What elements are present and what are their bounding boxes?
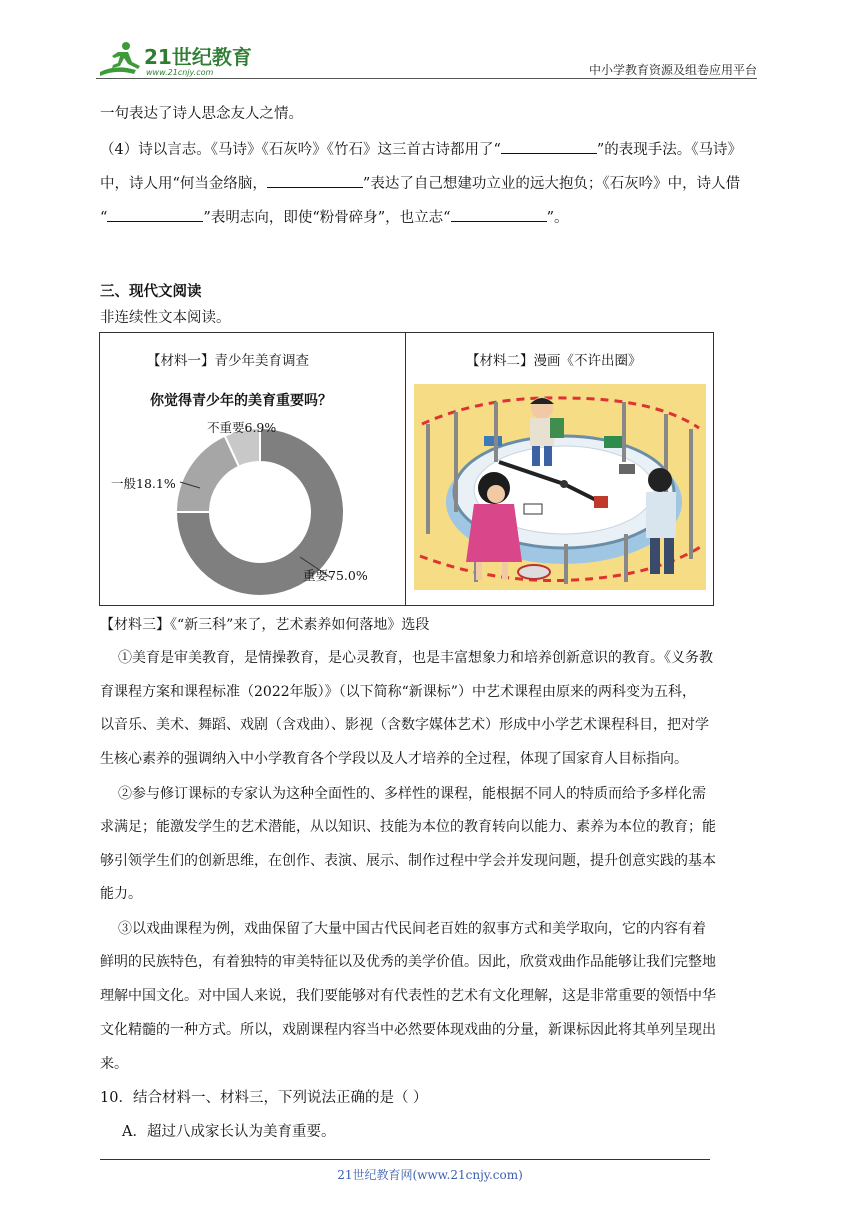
survey-question: 你觉得青少年的美育重要吗？ bbox=[150, 393, 332, 409]
svg-text:www.21cnjy.com: www.21cnjy.com bbox=[146, 68, 214, 77]
answer-blank-1[interactable] bbox=[501, 139, 597, 154]
materials-divider bbox=[405, 332, 406, 606]
cartoon-image bbox=[414, 384, 706, 590]
svg-text:21世纪教育: 21世纪教育 bbox=[144, 45, 252, 69]
header-divider bbox=[96, 78, 757, 79]
runner-logo-icon bbox=[96, 38, 266, 80]
section-title: 三、现代文阅读 bbox=[100, 284, 202, 300]
label-average: 一般18.1% bbox=[111, 476, 176, 491]
cartoon-clock-illustration bbox=[414, 384, 706, 590]
material-3-line: ①美育是审美教育，是情操教育，是心灵教育，也是丰富想象力和培养创新意识的教育。《义务教 bbox=[118, 650, 713, 666]
poem-line-1: 一句表达了诗人思念友人之情。 bbox=[100, 106, 303, 122]
q4-text-e: “ bbox=[100, 210, 108, 226]
q4-text-a: （4）诗以言志。《马诗》《石灰吟》《竹石》这三首古诗都用了“ bbox=[100, 142, 501, 158]
material-3-line: ②参与修订课标的专家认为这种全面性的、多样性的课程，能根据不同人的特质而给予多样化需 bbox=[118, 786, 706, 802]
material-3-line: 生核心素养的强调纳入中小学教育各个学段以及人才培养的全过程，体现了国家育人目标指向。 bbox=[100, 751, 688, 767]
section-subtitle: 非连续性文本阅读。 bbox=[100, 310, 231, 326]
material-3-line: 鲜明的民族特色，有着独特的审美特征以及优秀的美学价值。因此，欣赏戏曲作品能够让我们完整地 bbox=[100, 954, 716, 970]
header-platform-name: 中小学教育资源及组卷应用平台 bbox=[588, 63, 757, 77]
question-4-line-2 bbox=[100, 173, 740, 194]
material-3-line: 来。 bbox=[100, 1056, 128, 1072]
material-3-line: 求满足；能激发学生的艺术潜能，从以知识、技能为本位的教育转向以能力、素养为本位的教育；能 bbox=[100, 819, 716, 835]
material-3-line: 够引领学生们的创新思维，在创作、表演、展示、制作过程中学会并发现问题，提升创意实践的基本 bbox=[100, 853, 716, 869]
site-logo bbox=[96, 38, 266, 80]
label-not-important: 不重要6.9% bbox=[207, 420, 277, 435]
answer-blank-2[interactable] bbox=[267, 173, 363, 188]
option-a[interactable]: A．超过八成家长认为美育重要。 bbox=[122, 1124, 336, 1140]
material-3-line: 文化精髓的一种方式。所以，戏剧课程内容当中必然要体现戏曲的分量，新课标因此将其单列呈现出 bbox=[100, 1022, 716, 1038]
answer-blank-3[interactable] bbox=[107, 207, 203, 222]
material-3-line: ③以戏曲课程为例，戏曲保留了大量中国古代民间老百姓的叙事方式和美学取向，它的内容有着 bbox=[118, 921, 706, 937]
answer-blank-4[interactable] bbox=[451, 207, 547, 222]
material-2-caption: 【材料二】漫画《不许出圈》 bbox=[466, 353, 642, 369]
material-1-caption: 【材料一】青少年美育调查 bbox=[147, 353, 309, 369]
material-3-title: 【材料三】《“新三科”来了，艺术素养如何落地》选段 bbox=[100, 617, 430, 633]
q4-text-d: ”表达了自己想建功立业的远大抱负；《石灰吟》中，诗人借 bbox=[362, 176, 741, 192]
q4-text-g: ”。 bbox=[546, 210, 569, 226]
question-4-line-1 bbox=[100, 139, 742, 160]
question-10-stem: 10．结合材料一、材料三，下列说法正确的是（ ） bbox=[100, 1090, 428, 1106]
material-3-line: 理解中国文化。对中国人来说，我们要能够对有代表性的艺术有文化理解，这是非常重要的领悟中华 bbox=[100, 988, 716, 1004]
q4-text-c: 中，诗人用“何当金络脑， bbox=[100, 176, 267, 192]
question-4-line-3 bbox=[100, 207, 569, 228]
material-3-line: 能力。 bbox=[100, 886, 142, 902]
material-3-line: 育课程方案和课程标准（2022年版）》（以下简称“新课标”）中艺术课程由原来的两科变为五科， bbox=[100, 684, 696, 700]
label-important: 重要75.0% bbox=[303, 568, 368, 583]
material-3-line: 以音乐、美术、舞蹈、戏剧（含戏曲）、影视（含数字媒体艺术）形成中小学艺术课程科目，把对学 bbox=[100, 717, 709, 733]
footer-text: 21世纪教育网(www.21cnjy.com) bbox=[337, 1168, 523, 1182]
q4-text-b: ”的表现手法。《马诗》 bbox=[596, 142, 743, 158]
footer-divider bbox=[100, 1159, 710, 1160]
q4-text-f: ”表明志向，即使“粉骨碎身”，也立志“ bbox=[203, 210, 451, 226]
